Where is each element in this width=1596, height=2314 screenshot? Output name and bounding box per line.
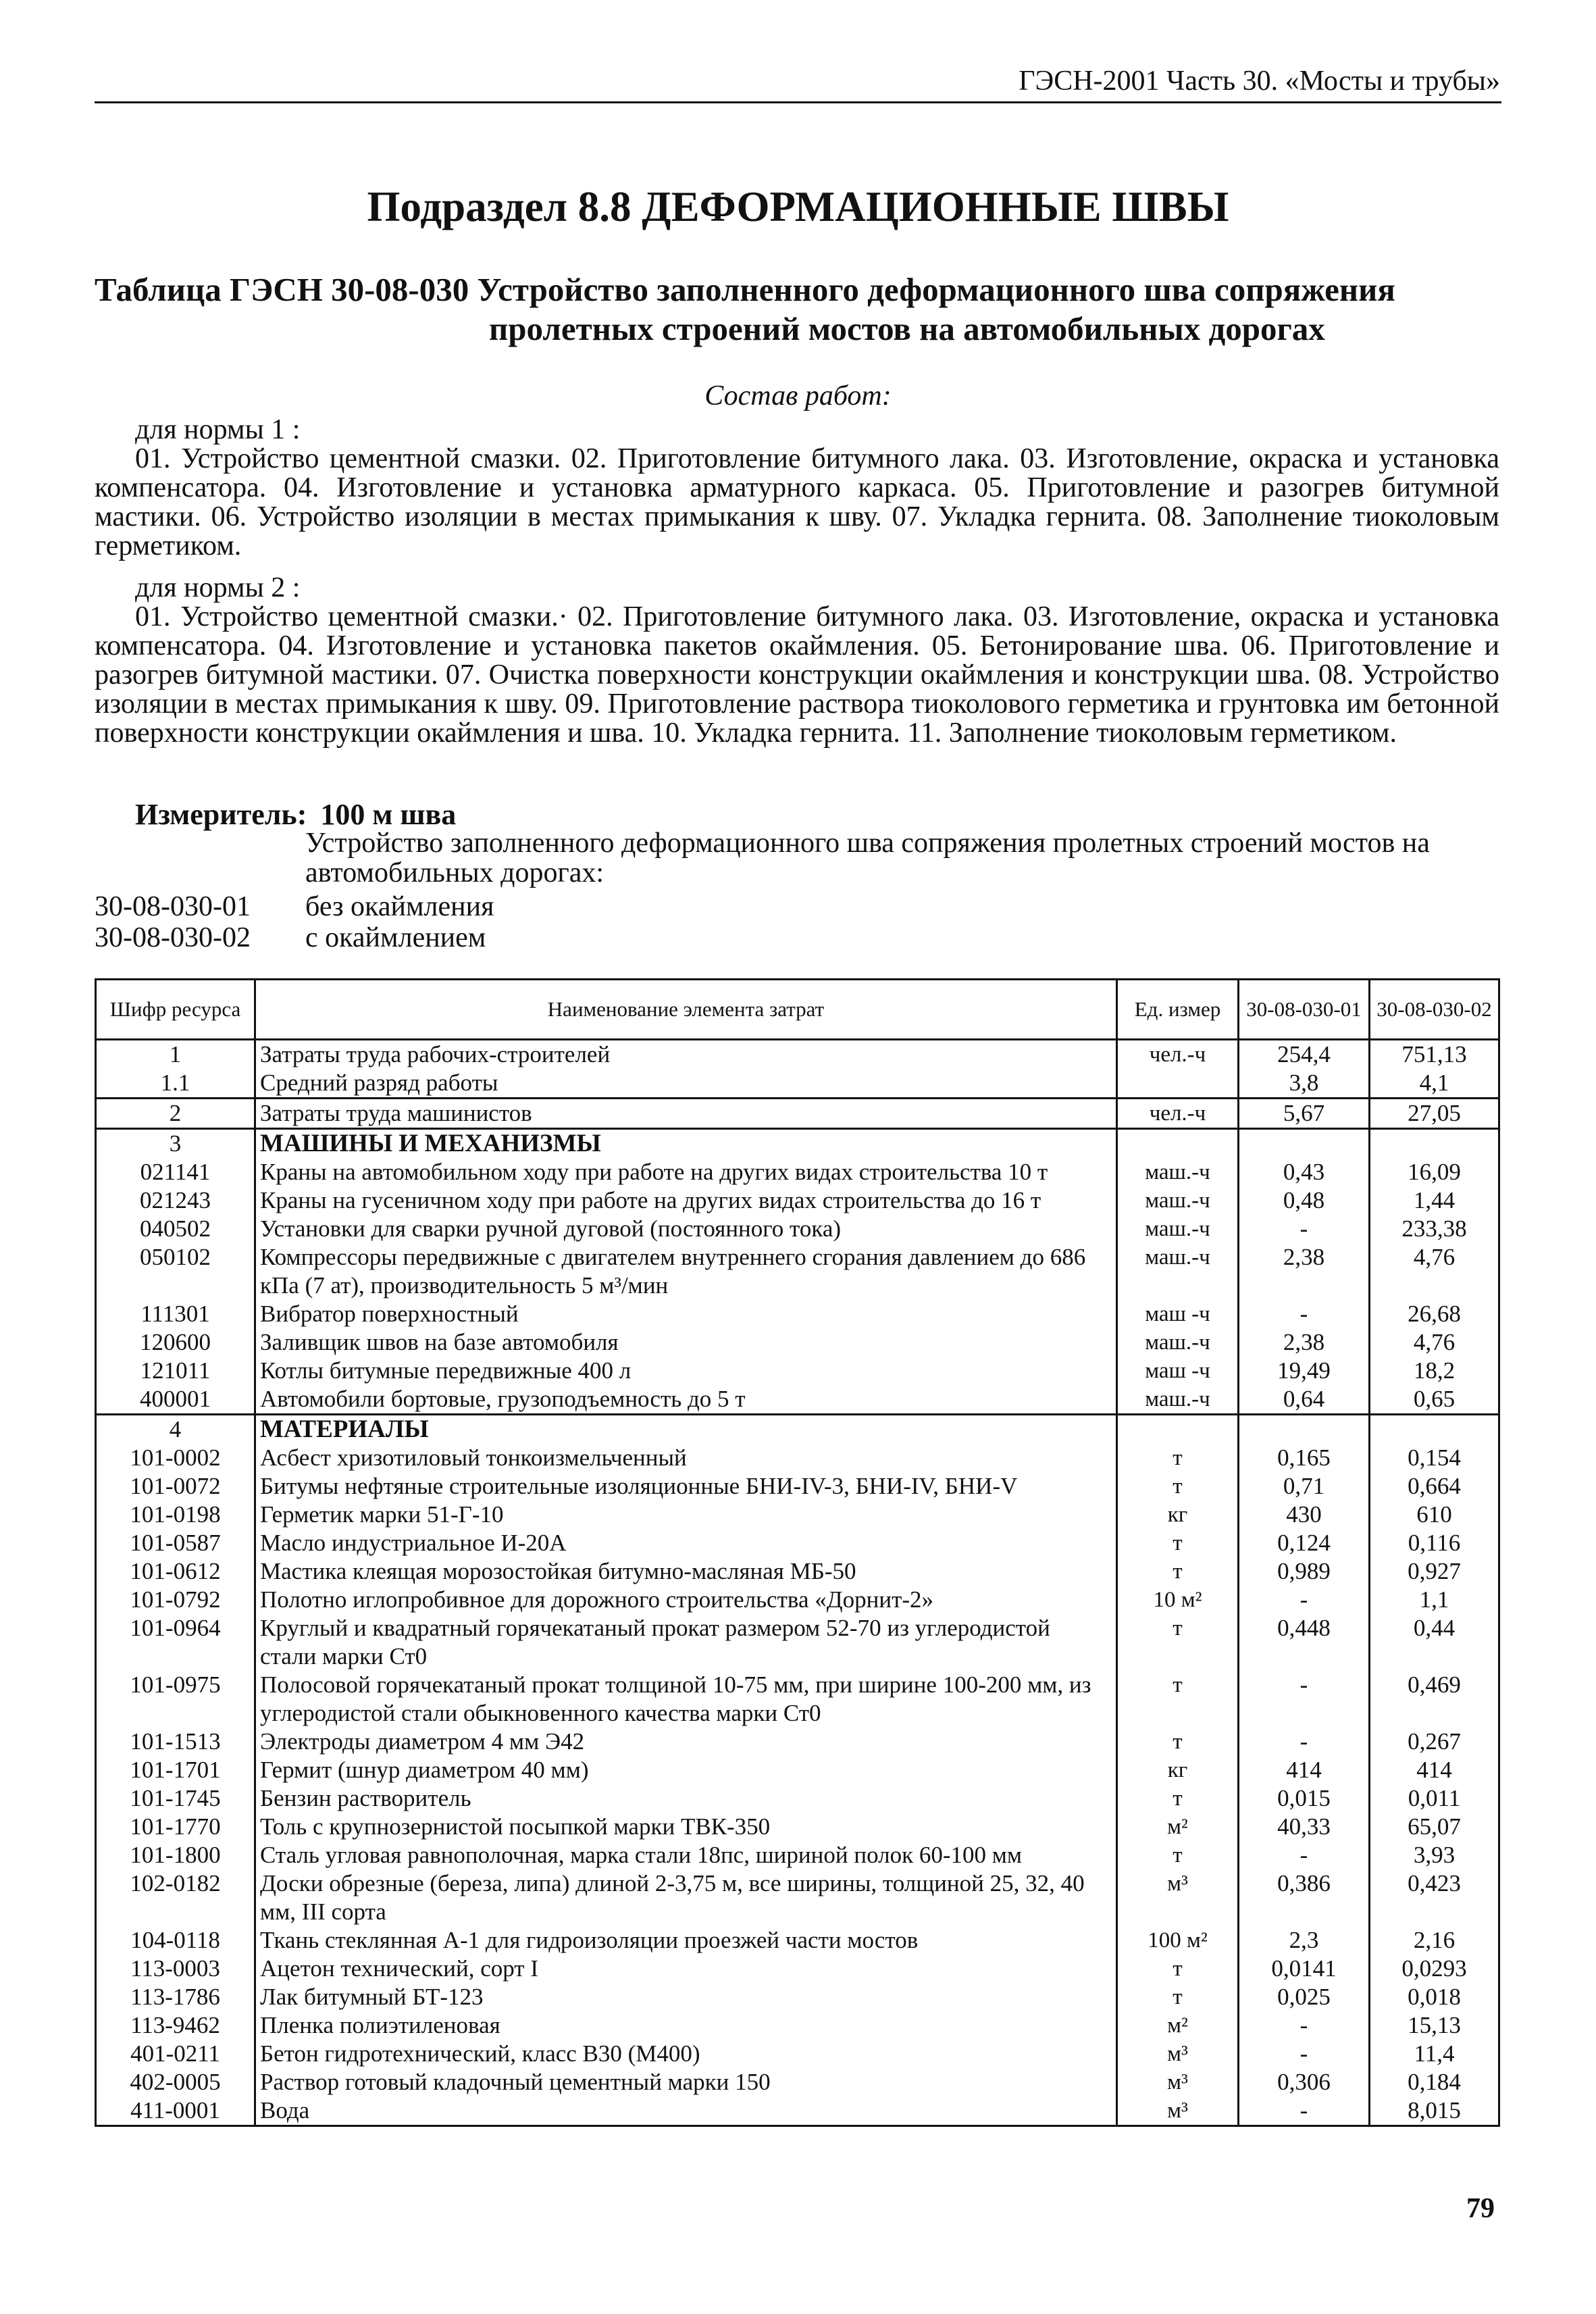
table-row xyxy=(96,1869,1499,1926)
meter-label: Измеритель: xyxy=(135,798,307,831)
table-row xyxy=(96,2011,1499,2040)
cell-norm-2: 0,011 xyxy=(1370,1784,1499,1813)
cell-unit: 10 м² xyxy=(1117,1586,1239,1614)
cell-code: 4 xyxy=(96,1415,255,1444)
cell-name: Краны на гусеничном ходу при работе на других видах строительства до 16 т xyxy=(255,1186,1117,1215)
cell-norm-1: 254,4 xyxy=(1239,1040,1370,1070)
cell-norm-2: 26,68 xyxy=(1370,1300,1499,1328)
table-row xyxy=(96,1841,1499,1869)
cell-unit: т xyxy=(1117,1728,1239,1756)
cell-name: Вибратор поверхностный xyxy=(255,1300,1117,1328)
cell-code: 1 xyxy=(96,1040,255,1070)
cell-norm-1: 5,67 xyxy=(1239,1099,1370,1129)
table-row xyxy=(96,1357,1499,1385)
table-row xyxy=(96,2068,1499,2096)
cell-code: 101-1513 xyxy=(96,1728,255,1756)
cell-code: 021243 xyxy=(96,1186,255,1215)
cell-norm-1: 430 xyxy=(1239,1501,1370,1529)
table-row xyxy=(96,1186,1499,1215)
cell-unit: маш -ч xyxy=(1117,1300,1239,1328)
table-row xyxy=(96,1671,1499,1728)
cell-code: 101-0792 xyxy=(96,1586,255,1614)
cell-unit: маш.-ч xyxy=(1117,1186,1239,1215)
table-row xyxy=(96,1300,1499,1328)
cell-name: Герметик марки 51-Г-10 xyxy=(255,1501,1117,1529)
cell-unit: маш.-ч xyxy=(1117,1385,1239,1415)
cell-unit: т xyxy=(1117,1614,1239,1671)
norm1-text: 01. Устройство цементной смазки. 02. Приготовление битумного лака. 03. Изготовление, окраска и установка компенсатора. 04. Изготовление и установка арматурного каркаса. 05. Приготовление и разогрев битумной мастики. 06. Устройство изоляции в местах примыкания к шву. 07. Укладка гернита. 08. Заполнение тиоколовым герметиком. xyxy=(95,443,1499,561)
cell-name: Установки для сварки ручной дуговой (постоянного тока) xyxy=(255,1215,1117,1243)
cell-name: Битумы нефтяные строительные изоляционные БНИ-IV-3, БНИ-IV, БНИ-V xyxy=(255,1472,1117,1501)
table-row xyxy=(96,1415,1499,1444)
cell-norm-2: 0,423 xyxy=(1370,1869,1499,1926)
cell-norm-2: 16,09 xyxy=(1370,1158,1499,1186)
cell-name: Полотно иглопробивное для дорожного строительства «Дорнит-2» xyxy=(255,1586,1117,1614)
header-norm-1: 30-08-030-01 xyxy=(1239,980,1370,1040)
table-row xyxy=(96,1813,1499,1841)
cell-unit: м³ xyxy=(1117,2096,1239,2126)
cell-code: 102-0182 xyxy=(96,1869,255,1926)
norm-code: 30-08-030-02 xyxy=(95,922,251,953)
cell-code: 113-1786 xyxy=(96,1983,255,2011)
table-row xyxy=(96,1728,1499,1756)
cell-unit: т xyxy=(1117,1983,1239,2011)
cell-code: 101-0964 xyxy=(96,1614,255,1671)
cell-norm-1: - xyxy=(1239,1300,1370,1328)
cell-unit: м³ xyxy=(1117,1869,1239,1926)
cell-unit: т xyxy=(1117,1444,1239,1472)
table-row xyxy=(96,1586,1499,1614)
header-name: Наименование элемента затрат xyxy=(255,980,1117,1040)
table-title-line1: Таблица ГЭСН 30-08-030 Устройство заполненного деформационного шва сопряжения xyxy=(95,271,1395,308)
cell-code: 101-0072 xyxy=(96,1472,255,1501)
cell-norm-2: 8,015 xyxy=(1370,2096,1499,2126)
table-title xyxy=(95,270,1499,349)
cell-name: Затраты труда машинистов xyxy=(255,1099,1117,1129)
cell-norm-1: - xyxy=(1239,2011,1370,2040)
cell-norm-1: 414 xyxy=(1239,1756,1370,1784)
cell-norm-1: 0,71 xyxy=(1239,1472,1370,1501)
cell-norm-2: 0,664 xyxy=(1370,1472,1499,1501)
cell-norm-2 xyxy=(1370,1415,1499,1444)
table-header-row xyxy=(96,980,1499,1040)
cell-code: 113-0003 xyxy=(96,1955,255,1983)
table-row xyxy=(96,1784,1499,1813)
cell-norm-2: 610 xyxy=(1370,1501,1499,1529)
cell-code: 101-1745 xyxy=(96,1784,255,1813)
cell-name: Мастика клеящая морозостойкая битумно-масляная МБ-50 xyxy=(255,1557,1117,1586)
cell-norm-1: 40,33 xyxy=(1239,1813,1370,1841)
cell-norm-1: 0,015 xyxy=(1239,1784,1370,1813)
cell-code: 411-0001 xyxy=(96,2096,255,2126)
cell-unit: м² xyxy=(1117,1813,1239,1841)
cell-unit: кг xyxy=(1117,1756,1239,1784)
cell-norm-2: 4,1 xyxy=(1370,1069,1499,1099)
norm1-label: для нормы 1 : xyxy=(135,414,301,445)
cell-code: 113-9462 xyxy=(96,2011,255,2040)
cell-code: 2 xyxy=(96,1099,255,1129)
cell-code: 121011 xyxy=(96,1357,255,1385)
cell-norm-2: 751,13 xyxy=(1370,1040,1499,1070)
cell-norm-2: 233,38 xyxy=(1370,1215,1499,1243)
cell-norm-1: 0,64 xyxy=(1239,1385,1370,1415)
table-row xyxy=(96,1444,1499,1472)
cell-norm-2: 0,469 xyxy=(1370,1671,1499,1728)
cell-code: 101-0002 xyxy=(96,1444,255,1472)
table-row xyxy=(96,1955,1499,1983)
cell-name: Вода xyxy=(255,2096,1117,2126)
cell-unit: м² xyxy=(1117,2011,1239,2040)
header-code: Шифр ресурса xyxy=(96,980,255,1040)
cell-unit: маш.-ч xyxy=(1117,1158,1239,1186)
cell-unit xyxy=(1117,1069,1239,1099)
cell-name: Доски обрезные (береза, липа) длиной 2-3,75 м, все ширины, толщиной 25, 32, 40 мм, III сорта xyxy=(255,1869,1117,1926)
cell-norm-1: 3,8 xyxy=(1239,1069,1370,1099)
table-row xyxy=(96,1756,1499,1784)
cell-norm-1: - xyxy=(1239,1671,1370,1728)
cell-code: 040502 xyxy=(96,1215,255,1243)
cell-norm-2: 4,76 xyxy=(1370,1243,1499,1300)
cell-unit: т xyxy=(1117,1529,1239,1557)
cell-norm-1: - xyxy=(1239,1215,1370,1243)
cell-norm-1: 0,124 xyxy=(1239,1529,1370,1557)
page-number: 79 xyxy=(1466,2193,1495,2224)
table-row xyxy=(96,1983,1499,2011)
cell-name: Раствор готовый кладочный цементный марки 150 xyxy=(255,2068,1117,2096)
cell-norm-1: 0,989 xyxy=(1239,1557,1370,1586)
table-row xyxy=(96,1501,1499,1529)
cell-unit: маш.-ч xyxy=(1117,1243,1239,1300)
cell-unit xyxy=(1117,1129,1239,1159)
work-composition-heading: Состав работ: xyxy=(704,380,892,411)
cell-name: Круглый и квадратный горячекатаный прокат размером 52-70 из углеродистой стали марки Ст0 xyxy=(255,1614,1117,1671)
norm-code-row xyxy=(95,890,494,923)
cell-norm-2: 0,65 xyxy=(1370,1385,1499,1415)
meter-value: 100 м шва xyxy=(320,798,457,831)
cell-name: Гермит (шнур диаметром 40 мм) xyxy=(255,1756,1117,1784)
running-header: ГЭСН-2001 Часть 30. «Мосты и трубы» xyxy=(1019,66,1500,97)
cell-code: 120600 xyxy=(96,1328,255,1357)
cell-code: 101-0198 xyxy=(96,1501,255,1529)
cell-norm-1: 0,306 xyxy=(1239,2068,1370,2096)
table-row xyxy=(96,1328,1499,1357)
norm-code-desc: с окаймлением xyxy=(305,922,486,953)
meter-description: Устройство заполненного деформационного шва сопряжения пролетных строений мостов на автомобильных дорогах: xyxy=(305,828,1430,888)
cell-name: Асбест хризотиловый тонкоизмельченный xyxy=(255,1444,1117,1472)
table-row xyxy=(96,2096,1499,2126)
cell-unit xyxy=(1117,1415,1239,1444)
cell-norm-2: 18,2 xyxy=(1370,1357,1499,1385)
meter xyxy=(135,797,456,832)
cell-norm-2: 15,13 xyxy=(1370,2011,1499,2040)
cell-unit: м³ xyxy=(1117,2068,1239,2096)
cell-unit: т xyxy=(1117,1955,1239,1983)
table-row xyxy=(96,1614,1499,1671)
cell-code: 050102 xyxy=(96,1243,255,1300)
norm2-label: для нормы 2 : xyxy=(135,572,301,603)
cell-norm-1: 0,448 xyxy=(1239,1614,1370,1671)
cell-unit: чел.-ч xyxy=(1117,1099,1239,1129)
cell-code: 101-0975 xyxy=(96,1671,255,1728)
table-row xyxy=(96,1099,1499,1129)
cell-name: Затраты труда рабочих-строителей xyxy=(255,1040,1117,1070)
table-row xyxy=(96,1040,1499,1070)
norm-code-desc: без окаймления xyxy=(305,891,494,922)
cell-code: 1.1 xyxy=(96,1069,255,1099)
header-norm-2: 30-08-030-02 xyxy=(1370,980,1499,1040)
table-row xyxy=(96,1926,1499,1955)
cell-norm-2: 0,116 xyxy=(1370,1529,1499,1557)
cell-norm-1: - xyxy=(1239,1841,1370,1869)
cell-norm-2: 0,44 xyxy=(1370,1614,1499,1671)
cell-code: 111301 xyxy=(96,1300,255,1328)
cell-name: Компрессоры передвижные с двигателем внутреннего сгорания давлением до 686 кПа (7 ат), производительность 5 м³/мин xyxy=(255,1243,1117,1300)
cell-norm-1 xyxy=(1239,1129,1370,1159)
cell-norm-2: 0,154 xyxy=(1370,1444,1499,1472)
cell-norm-1: 0,165 xyxy=(1239,1444,1370,1472)
cell-norm-2: 0,018 xyxy=(1370,1983,1499,2011)
cell-name: Электроды диаметром 4 мм Э42 xyxy=(255,1728,1117,1756)
cell-unit: кг xyxy=(1117,1501,1239,1529)
norm-code-row xyxy=(95,922,486,954)
cell-norm-2: 3,93 xyxy=(1370,1841,1499,1869)
cell-unit: т xyxy=(1117,1671,1239,1728)
cell-norm-2: 0,927 xyxy=(1370,1557,1499,1586)
section-title: Подраздел 8.8 ДЕФОРМАЦИОННЫЕ ШВЫ xyxy=(367,183,1229,230)
cell-norm-1: - xyxy=(1239,1728,1370,1756)
cell-norm-2: 0,0293 xyxy=(1370,1955,1499,1983)
table-row xyxy=(96,1385,1499,1415)
cell-name: Пленка полиэтиленовая xyxy=(255,2011,1117,2040)
cell-code: 101-0612 xyxy=(96,1557,255,1586)
cell-unit: маш.-ч xyxy=(1117,1215,1239,1243)
cell-name: Лак битумный БТ-123 xyxy=(255,1983,1117,2011)
cell-name: Котлы битумные передвижные 400 л xyxy=(255,1357,1117,1385)
cell-norm-2: 11,4 xyxy=(1370,2040,1499,2068)
table-row xyxy=(96,1215,1499,1243)
cell-norm-1: - xyxy=(1239,2096,1370,2126)
cell-unit: 100 м² xyxy=(1117,1926,1239,1955)
header-unit: Ед. измер xyxy=(1117,980,1239,1040)
cell-name: Ацетон технический, сорт I xyxy=(255,1955,1117,1983)
table-row xyxy=(96,2040,1499,2068)
cell-unit: маш.-ч xyxy=(1117,1328,1239,1357)
cell-name: Краны на автомобильном ходу при работе на других видах строительства 10 т xyxy=(255,1158,1117,1186)
cell-unit: м³ xyxy=(1117,2040,1239,2068)
table-title-line2: пролетных строений мостов на автомобильных дорогах xyxy=(489,310,1325,347)
cell-norm-2: 27,05 xyxy=(1370,1099,1499,1129)
resource-table xyxy=(95,978,1500,2127)
cell-unit: т xyxy=(1117,1784,1239,1813)
cell-norm-2: 414 xyxy=(1370,1756,1499,1784)
cell-code: 400001 xyxy=(96,1385,255,1415)
cell-code: 402-0005 xyxy=(96,2068,255,2096)
cell-norm-2: 0,267 xyxy=(1370,1728,1499,1756)
cell-norm-2: 1,1 xyxy=(1370,1586,1499,1614)
cell-code: 101-1800 xyxy=(96,1841,255,1869)
cell-name: Средний разряд работы xyxy=(255,1069,1117,1099)
cell-name: Автомобили бортовые, грузоподъемность до 5 т xyxy=(255,1385,1117,1415)
cell-norm-1: 19,49 xyxy=(1239,1357,1370,1385)
cell-name: Полосовой горячекатаный прокат толщиной 10-75 мм, при ширине 100-200 мм, из углеродистой стали обыкновенного качества марки Ст0 xyxy=(255,1671,1117,1728)
cell-norm-2: 65,07 xyxy=(1370,1813,1499,1841)
table-body xyxy=(96,1040,1499,2126)
table-row xyxy=(96,1243,1499,1300)
cell-norm-2: 1,44 xyxy=(1370,1186,1499,1215)
cell-code: 3 xyxy=(96,1129,255,1159)
table-row xyxy=(96,1129,1499,1159)
cell-unit: т xyxy=(1117,1557,1239,1586)
cell-code: 101-1701 xyxy=(96,1756,255,1784)
table-row xyxy=(96,1069,1499,1099)
cell-name: Заливщик швов на базе автомобиля xyxy=(255,1328,1117,1357)
cell-name: Ткань стеклянная А-1 для гидроизоляции проезжей части мостов xyxy=(255,1926,1117,1955)
table-row xyxy=(96,1158,1499,1186)
cell-code: 104-0118 xyxy=(96,1926,255,1955)
cell-norm-2: 2,16 xyxy=(1370,1926,1499,1955)
cell-norm-1: 0,0141 xyxy=(1239,1955,1370,1983)
cell-name: Бензин растворитель xyxy=(255,1784,1117,1813)
cell-name: Сталь угловая равнополочная, марка стали 18пс, шириной полок 60-100 мм xyxy=(255,1841,1117,1869)
cell-norm-1: 0,48 xyxy=(1239,1186,1370,1215)
cell-norm-2: 0,184 xyxy=(1370,2068,1499,2096)
norm2-text: 01. Устройство цементной смазки.· 02. Приготовление битумного лака. 03. Изготовление, окраска и установка компенсатора. 04. Изготовление и установка пакетов окаймления. 05. Бетонирование шва. 06. Приготовление и разогрев битумной мастики. 07. Очистка поверхности конструкции окаймления и конструкции шва. 08. Устройство изоляции в местах примыкания к шву. 09. Приготовление раствора тиоколового герметика и грунтовка им бетонной поверхности конструкции окаймления и шва. 10. Укладка гернита. 11. Заполнение тиоколовым герметиком. xyxy=(95,601,1499,749)
table-row xyxy=(96,1472,1499,1501)
cell-code: 101-0587 xyxy=(96,1529,255,1557)
cell-norm-2: 4,76 xyxy=(1370,1328,1499,1357)
cell-code: 401-0211 xyxy=(96,2040,255,2068)
cell-norm-1: - xyxy=(1239,2040,1370,2068)
cell-norm-1: 2,3 xyxy=(1239,1926,1370,1955)
cell-norm-1: 0,43 xyxy=(1239,1158,1370,1186)
cell-norm-1: - xyxy=(1239,1586,1370,1614)
cell-unit: т xyxy=(1117,1841,1239,1869)
norm-code: 30-08-030-01 xyxy=(95,891,251,922)
table-row xyxy=(96,1557,1499,1586)
cell-norm-1: 2,38 xyxy=(1239,1243,1370,1300)
cell-norm-1: 0,025 xyxy=(1239,1983,1370,2011)
cell-norm-2 xyxy=(1370,1129,1499,1159)
cell-name: Толь с крупнозернистой посыпкой марки ТВК-350 xyxy=(255,1813,1117,1841)
cell-unit: маш -ч xyxy=(1117,1357,1239,1385)
cell-norm-1: 0,386 xyxy=(1239,1869,1370,1926)
cell-name: Масло индустриальное И-20А xyxy=(255,1529,1117,1557)
cell-code: 021141 xyxy=(96,1158,255,1186)
cell-name: Бетон гидротехнический, класс В30 (М400) xyxy=(255,2040,1117,2068)
table-row xyxy=(96,1529,1499,1557)
cell-unit: чел.-ч xyxy=(1117,1040,1239,1070)
cell-norm-1 xyxy=(1239,1415,1370,1444)
header-rule xyxy=(95,101,1501,103)
cell-norm-1: 2,38 xyxy=(1239,1328,1370,1357)
cell-unit: т xyxy=(1117,1472,1239,1501)
cell-name: МАТЕРИАЛЫ xyxy=(255,1415,1117,1444)
cell-code: 101-1770 xyxy=(96,1813,255,1841)
cell-name: МАШИНЫ И МЕХАНИЗМЫ xyxy=(255,1129,1117,1159)
